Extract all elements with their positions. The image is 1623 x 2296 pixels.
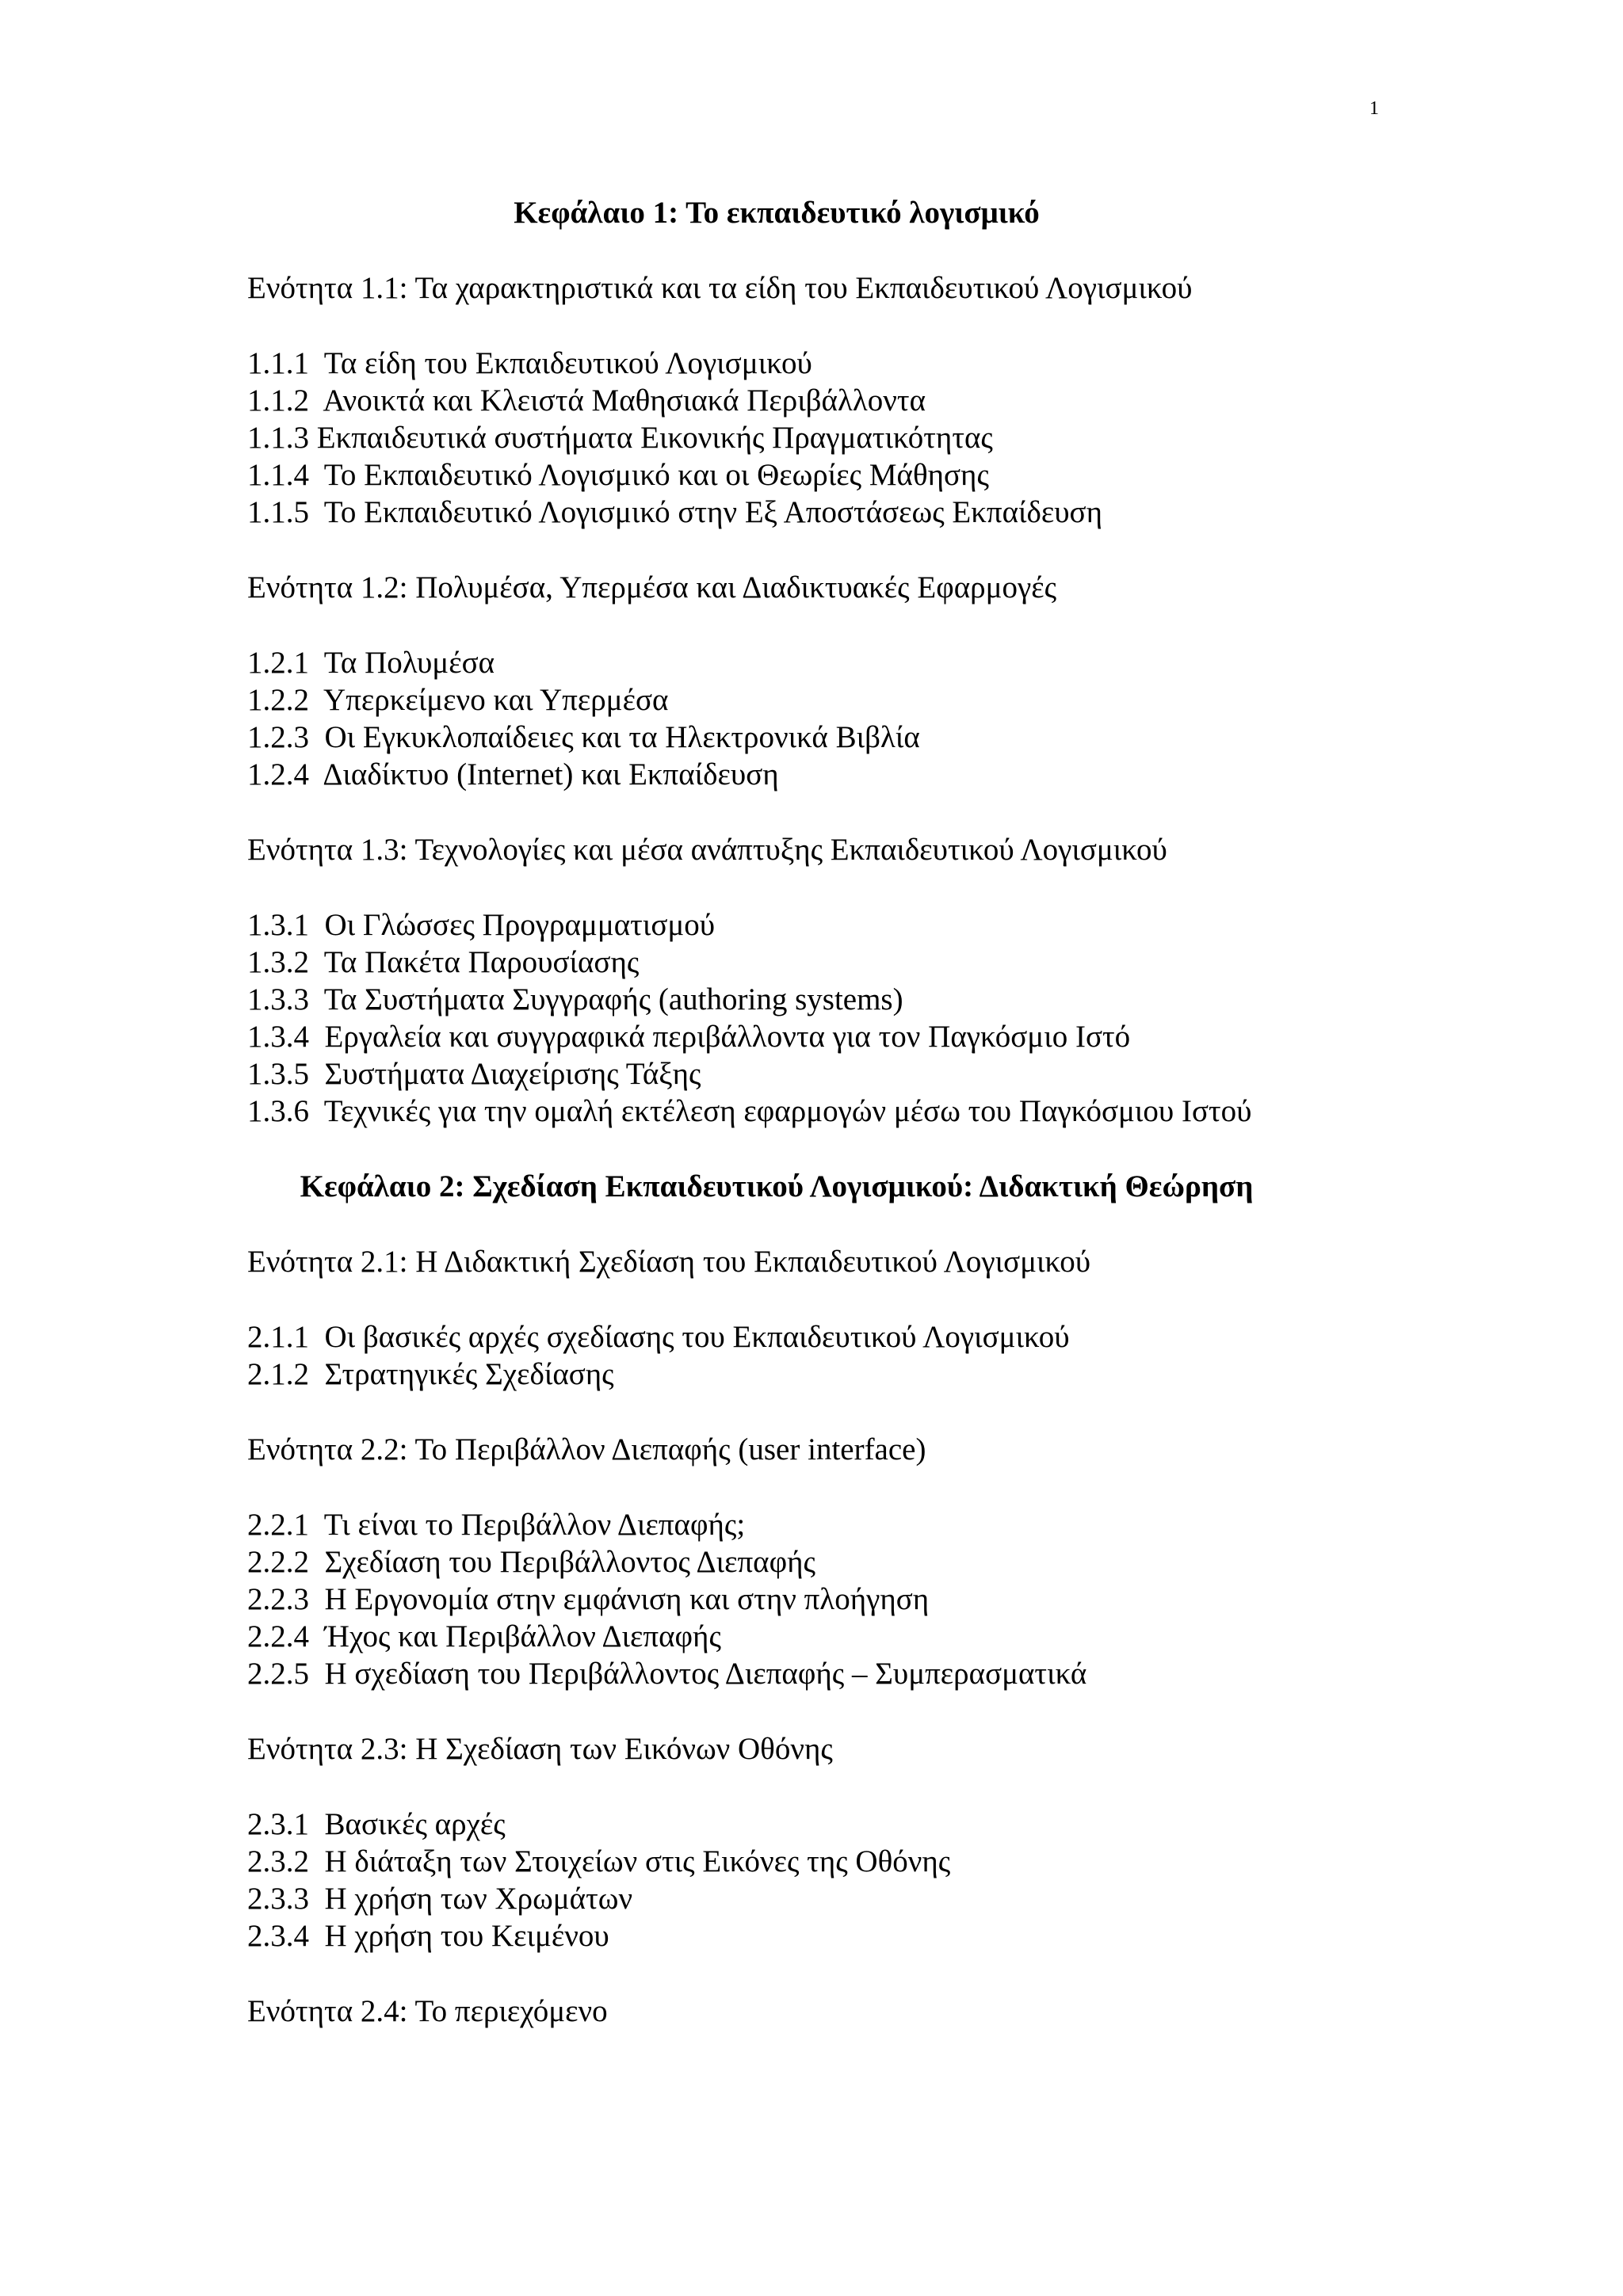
list-item: 1.3.4 Εργαλεία και συγγραφικά περιβάλλοντα για τον Παγκόσμιο Ιστό [247,1020,1131,1054]
list-item: 1.1.4 Το Εκπαιδευτικό Λογισμικό και οι Θεωρίες Μάθησης [247,458,989,492]
table-of-contents [247,194,1420,2030]
list-item: 1.2.2 Υπερκείμενο και Υπερμέσα [247,683,669,717]
list-item: 1.1.5 Το Εκπαιδευτικό Λογισμικό στην Εξ Αποστάσεως Εκπαίδευση [247,495,1102,529]
list-item: 2.2.2 Σχεδίαση του Περιβάλλοντος Διεπαφής [247,1545,815,1579]
list-item: 1.3.5 Συστήματα Διαχείρισης Τάξης [247,1057,701,1091]
list-item: 2.3.4 Η χρήση του Κειμένου [247,1919,609,1953]
list-item: 1.1.2 Ανοικτά και Κλειστά Μαθησιακά Περιβάλλοντα [247,383,926,418]
list-item: 1.3.3 Τα Συστήματα Συγγραφής (authoring systems) [247,982,903,1016]
chapter-title: Κεφάλαιο 2: Σχεδίαση Εκπαιδευτικού Λογισμικού: Διδακτική Θεώρηση [300,1169,1254,1203]
list-item: 1.1.1 Τα είδη του Εκπαιδευτικού Λογισμικού [247,346,812,380]
list-item: 1.3.6 Τεχνικές για την ομαλή εκτέλεση εφαρμογών μέσω του Παγκόσμιου Ιστού [247,1094,1252,1128]
list-item: 1.3.2 Τα Πακέτα Παρουσίασης [247,945,640,979]
list-item: 2.1.1 Οι βασικές αρχές σχεδίασης του Εκπαιδευτικού Λογισμικού [247,1320,1070,1354]
page-number: 1 [1369,98,1379,119]
section-title: Ενότητα 2.1: Η Διδακτική Σχεδίαση του Εκπαιδευτικού Λογισμικού [247,1245,1091,1279]
section-title: Ενότητα 1.1: Τα χαρακτηριστικά και τα είδη του Εκπαιδευτικού Λογισμικού [247,271,1193,305]
list-item: 2.3.2 Η διάταξη των Στοιχείων στις Εικόνες της Οθόνης [247,1844,951,1878]
section-title: Ενότητα 1.3: Τεχνολογίες και μέσα ανάπτυξης Εκπαιδευτικού Λογισμικού [247,833,1167,867]
list-item: 2.1.2 Στρατηγικές Σχεδίασης [247,1357,614,1391]
list-item: 2.2.1 Τι είναι το Περιβάλλον Διεπαφής; [247,1508,746,1542]
list-item: 1.3.1 Οι Γλώσσες Προγραμματισμού [247,908,716,942]
list-item: 2.2.5 Η σχεδίαση του Περιβάλλοντος Διεπαφής – Συμπερασματικά [247,1657,1087,1691]
list-item: 2.2.3 Η Εργονομία στην εμφάνιση και στην πλοήγηση [247,1582,930,1616]
section-title: Ενότητα 1.2: Πολυμέσα, Υπερμέσα και Διαδικτυακές Εφαρμογές [247,570,1057,605]
list-item: 1.2.4 Διαδίκτυο (Internet) και Εκπαίδευση [247,757,779,791]
list-item: 2.3.3 Η χρήση των Χρωμάτων [247,1882,633,1916]
chapter-title: Κεφάλαιο 1: Το εκπαιδευτικό λογισμικό [514,196,1040,230]
section-title: Ενότητα 2.2: Το Περιβάλλον Διεπαφής (user interface) [247,1432,926,1466]
list-item: 2.2.4 Ήχος και Περιβάλλον Διεπαφής [247,1619,721,1653]
section-title: Ενότητα 2.3: Η Σχεδίαση των Εικόνων Οθόνης [247,1732,833,1766]
list-item: 1.2.1 Τα Πολυμέσα [247,646,495,680]
list-item: 2.3.1 Βασικές αρχές [247,1807,506,1841]
list-item: 1.2.3 Οι Εγκυκλοπαίδειες και τα Ηλεκτρονικά Βιβλία [247,720,920,754]
list-item: 1.1.3 Εκπαιδευτικά συστήματα Εικονικής Πραγματικότητας [247,421,993,455]
section-title: Ενότητα 2.4: Το περιεχόμενο [247,1994,608,2028]
